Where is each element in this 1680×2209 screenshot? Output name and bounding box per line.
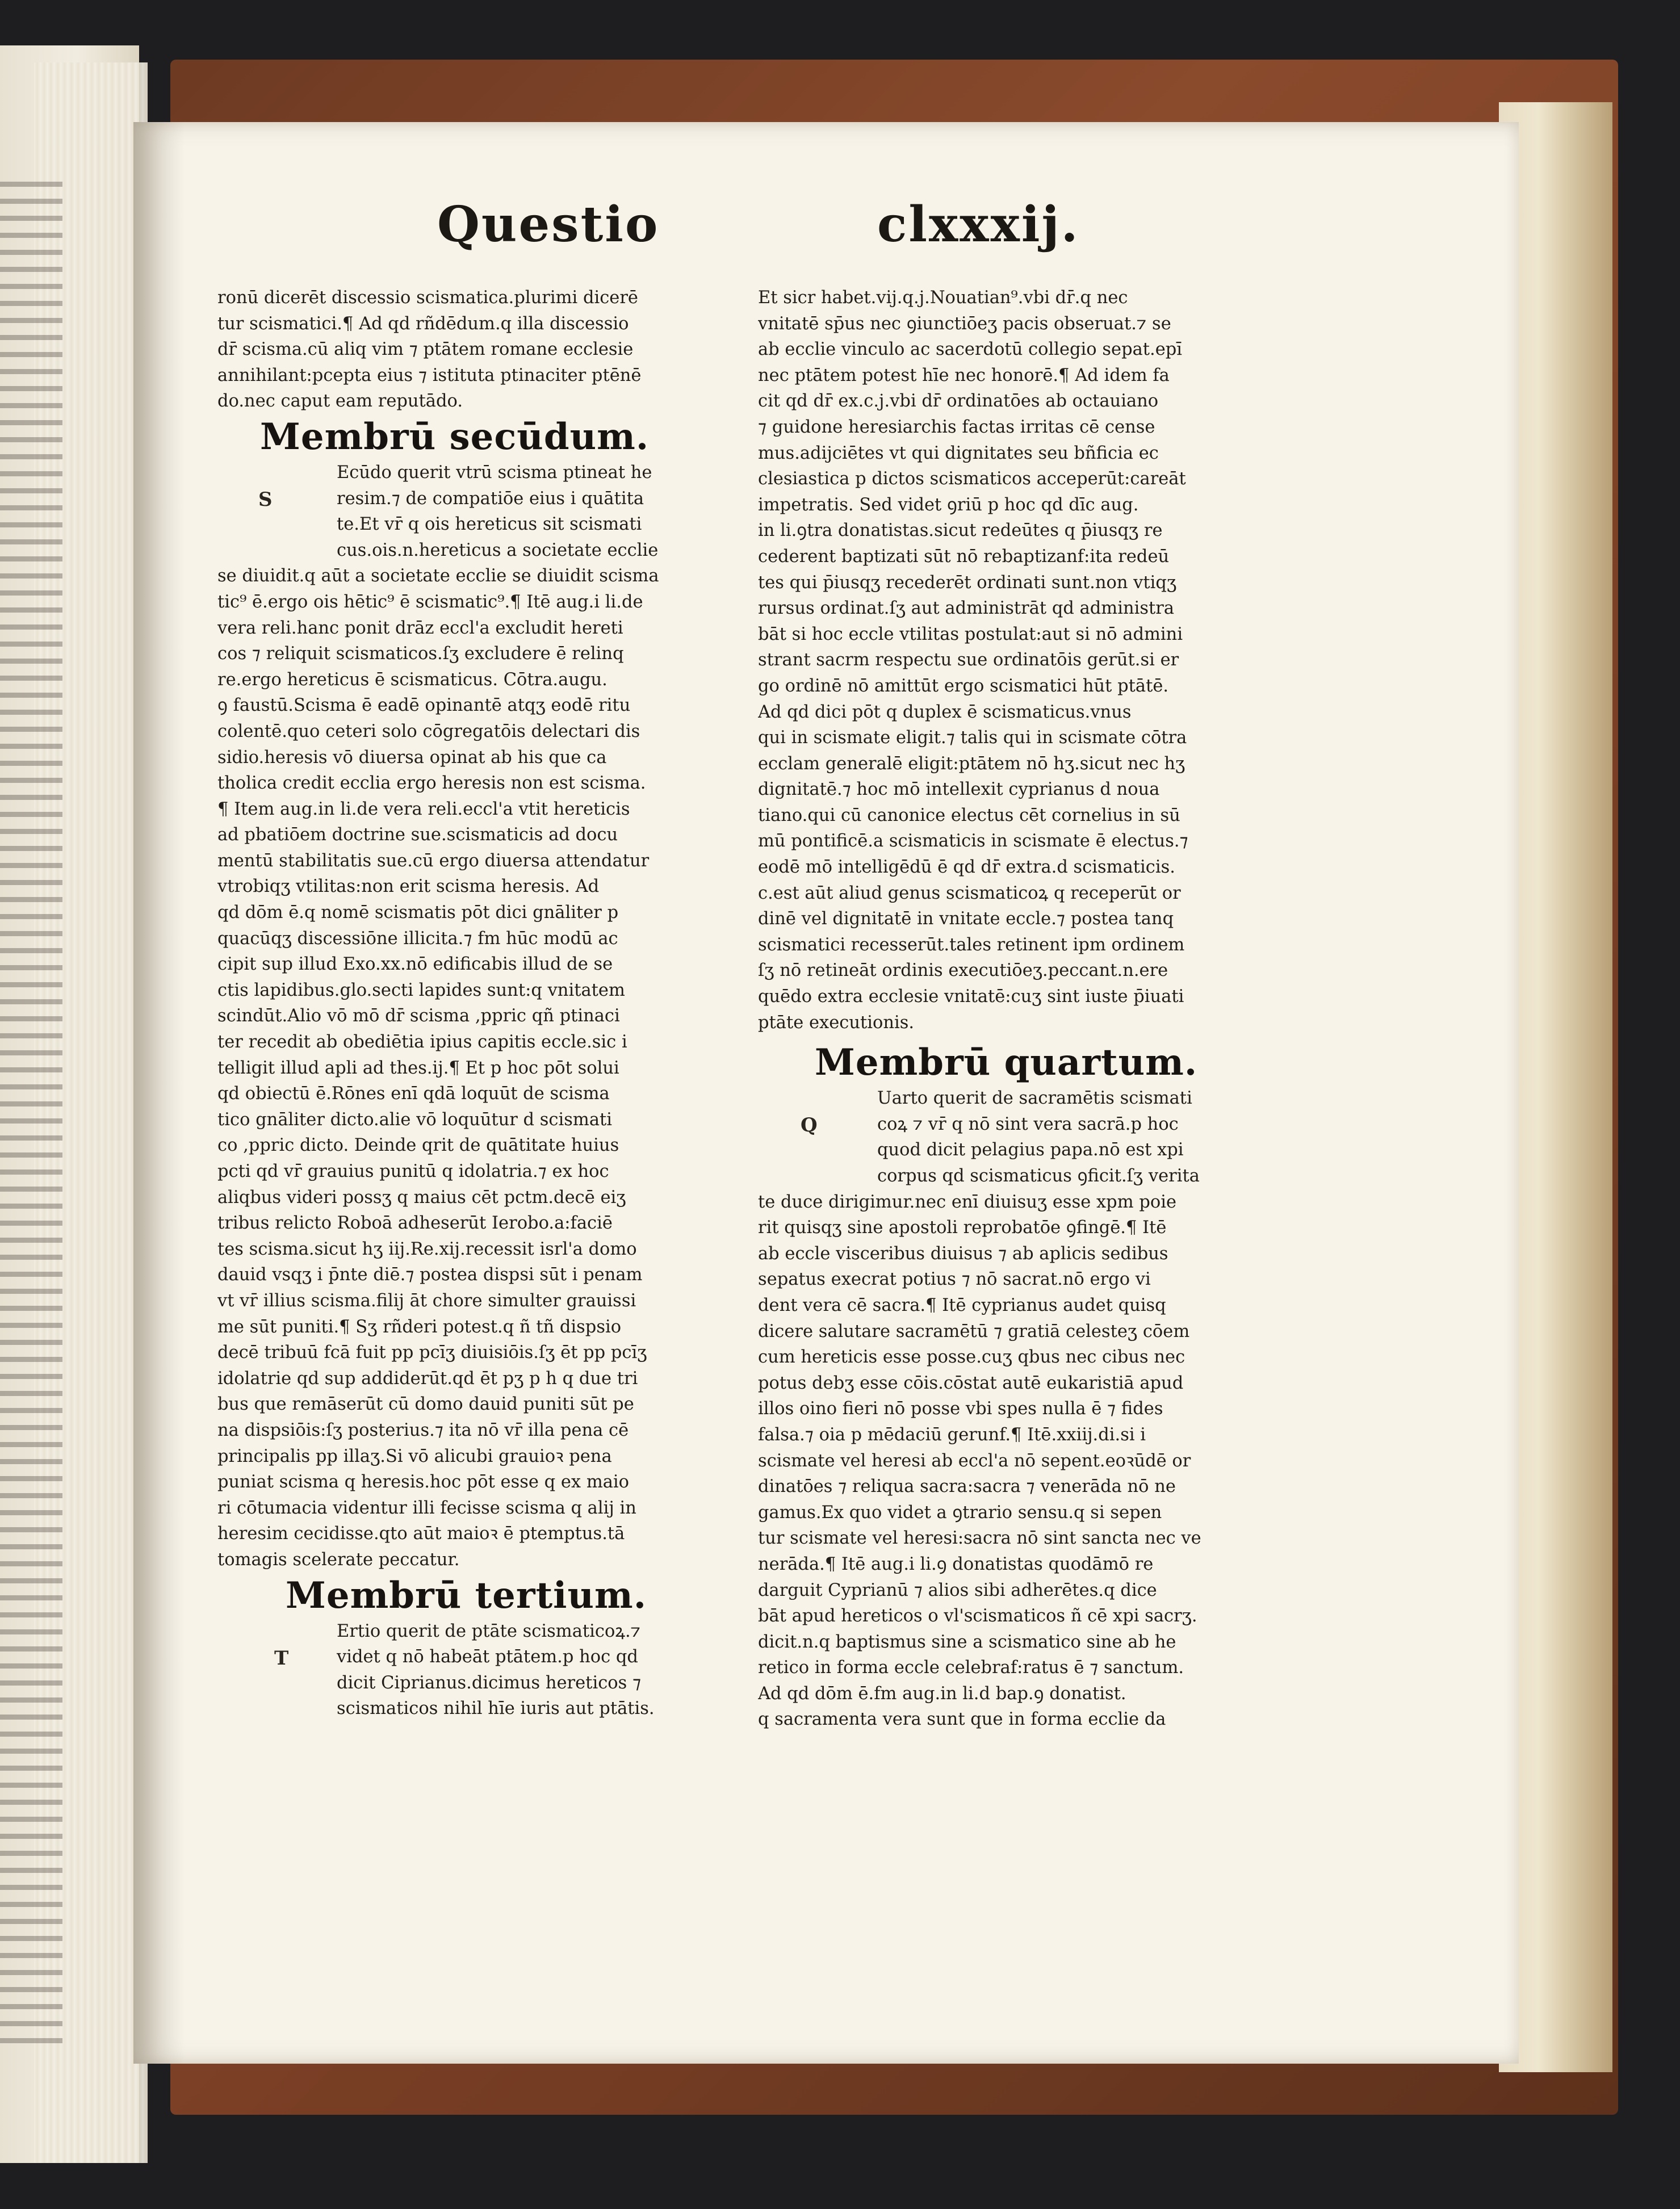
text-line: scismatici recesserūt.tales retinent ipm ordinem xyxy=(758,934,1185,955)
running-head-folio: clxxxij. xyxy=(877,196,1080,253)
text-line: se diuidit.q aūt a societate ecclie se diuidit scisma xyxy=(217,566,659,586)
text-line: in li.ꝯtra donatistas.sicut redeūtes q p̄iusqʒ re xyxy=(758,521,1163,541)
text-line: Ad qd dici pōt q duplex ē scismaticus.vnus xyxy=(758,702,1132,722)
text-line: impetratis. Sed videt ꝯriū p hoc qd dīc aug. xyxy=(758,494,1139,515)
text-line: tomagis scelerate peccatur. xyxy=(217,1549,460,1570)
text-line: ecclam generalē eligit:ptātem nō hʒ.sicut nec hʒ xyxy=(758,753,1185,774)
text-line: Ertio querit de ptāte scismaticoꝝ.⁊ xyxy=(337,1621,641,1641)
text-line: quod dicit pelagius papa.nō est xpi xyxy=(877,1140,1184,1160)
text-line: cos ⁊ reliquit scismaticos.ſʒ excludere ē relinq xyxy=(217,644,624,664)
text-line: dent vera cē sacra.¶ Itē cyprianus audet quisq xyxy=(758,1295,1166,1315)
text-line: qd obiectū ē.Rōnes enī qdā loquūt de scisma xyxy=(217,1084,610,1104)
text-line: strant sacrm respectu sue ordinatōis gerūt.si er xyxy=(758,650,1179,670)
text-line: dicere salutare sacramētū ⁊ gratiā celesteʒ cōem xyxy=(758,1321,1190,1342)
text-line: coꝝ ⁊ vr̄ q nō sint vera sacrā.p hoc xyxy=(877,1114,1179,1134)
text-line: annihilant:pcepta eius ⁊ istituta ptinaciter ptēnē xyxy=(217,365,642,385)
text-line: qui in scismate eligit.⁊ talis qui in scismate cōtra xyxy=(758,728,1187,748)
text-line: re.ergo hereticus ē scismaticus. Cōtra.augu. xyxy=(217,669,608,690)
text-line: idolatrie qd sup addiderūt.qd ēt pʒ p h q due tri xyxy=(217,1368,638,1389)
text-line: decē tribuū fcā fuit pp pcīʒ diuisiōis.ſʒ ēt pp pcīʒ xyxy=(217,1343,647,1363)
text-line: co ,ppric dicto. Deinde qrit de quātitate huius xyxy=(217,1135,619,1156)
text-line: quacūqʒ discessiōne illicita.⁊ fm hūc modū ac xyxy=(217,928,618,949)
left-column xyxy=(217,285,728,1722)
text-line: ab eccle visceribus diuisus ⁊ ab aplicis sedibus xyxy=(758,1243,1168,1264)
text-line: dinē vel dignitatē in vnitate eccle.⁊ postea tanq xyxy=(758,909,1174,929)
text-line: te duce dirigimur.nec enī diuisuʒ esse xpm poie xyxy=(758,1192,1177,1212)
text-line: falsa.⁊ oia p mēdaciū gerunf.¶ Itē.xxiij.di.si i xyxy=(758,1424,1146,1445)
quartum-paragraph xyxy=(758,1085,1266,1733)
text-line: eodē mō intelligēdū ē qd dr̄ extra.d scismaticis. xyxy=(758,857,1175,878)
text-line: darguit Cyprianū ⁊ alios sibi adherētes.q dice xyxy=(758,1580,1157,1600)
text-line: ¶ Item aug.in li.de vera reli.eccl'a vtit hereticis xyxy=(217,799,630,819)
heading-membrum-quartum: Membrū quartum. xyxy=(815,1041,1198,1084)
text-line: tico gnāliter dicto.alie vō loquūtur d scismati xyxy=(217,1109,613,1130)
text-line: tic⁹ ē.ergo ois hētic⁹ ē scismatic⁹.¶ Itē aug.i li.de xyxy=(217,592,643,612)
text-line: c.est aūt aliud genus scismaticoꝝ q receperūt or xyxy=(758,883,1181,903)
text-line: Ecūdo querit vtrū scisma ptineat he xyxy=(337,462,652,483)
text-line: dr̄ scisma.cū aliq vim ⁊ ptātem romane ecclesie xyxy=(217,339,634,360)
text-line: ſʒ nō retineāt ordinis executiōeʒ.peccant.n.ere xyxy=(758,961,1168,981)
text-line: cipit sup illud Exo.xx.nō edificabis illud de se xyxy=(217,954,613,975)
text-line: dicit Ciprianus.dicimus hereticos ⁊ xyxy=(337,1673,642,1693)
heading-membrum-secundum: Membrū secūdum. xyxy=(260,415,650,458)
text-line: dauid vsqʒ i p̄nte diē.⁊ postea dispsi sūt i penam xyxy=(217,1265,643,1285)
text-line: na dispsiōis:ſʒ posterius.⁊ ita nō vr̄ illa pena cē xyxy=(217,1420,629,1440)
facing-page-text-hint xyxy=(0,182,62,2055)
text-line: dinatōes ⁊ reliqua sacra:sacra ⁊ venerāda nō ne xyxy=(758,1477,1176,1497)
text-line: sepatus execrat potius ⁊ nō sacrat.nō ergo vi xyxy=(758,1269,1151,1290)
text-line: Uarto querit de sacramētis scismati xyxy=(877,1088,1192,1109)
tertium-paragraph xyxy=(217,1619,728,1722)
text-line: cit qd dr̄ ex.c.j.vbi dr̄ ordinatōes ab octauiano xyxy=(758,391,1159,412)
text-line: ptāte executionis. xyxy=(758,1012,915,1033)
text-line: rit quisqʒ sine apostoli reprobatōe ꝯfingē.¶ Itē xyxy=(758,1218,1167,1238)
text-line: clesiastica p dictos scismaticos acceperūt:careāt xyxy=(758,469,1186,489)
text-line: mentū stabilitatis sue.cū ergo diuersa attendatur xyxy=(217,850,650,871)
text-line: corpus qd scismaticus ꝯficit.ſʒ verita xyxy=(877,1166,1200,1186)
text-line: scindūt.Alio vō mō dr̄ scisma ,ppric qñ ptinaci xyxy=(217,1006,620,1026)
text-line: principalis pp illaʒ.Si vō alicubi grauioꝛ pena xyxy=(217,1446,612,1466)
text-line: heresim cecidisse.qto aūt maioꝛ ē ptemptus.tā xyxy=(217,1524,625,1544)
page-gutter-shadow xyxy=(133,122,185,2064)
text-line: tribus relicto Roboā adheserūt Ierobo.a:faciē xyxy=(217,1213,613,1234)
running-head-questio: Questio xyxy=(437,196,660,253)
text-line: q sacramenta vera sunt que in forma ecclie da xyxy=(758,1709,1166,1730)
text-line: cum hereticis esse posse.cuʒ qbus nec cibus nec xyxy=(758,1347,1185,1368)
text-line: nec ptātem potest hīe nec honorē.¶ Ad idem fa xyxy=(758,365,1170,385)
heading-membrum-tertium: Membrū tertium. xyxy=(286,1574,647,1617)
text-line: tiano.qui cū canonice electus cēt cornelius in sū xyxy=(758,805,1180,825)
text-line: telligit illud apli ad thes.ij.¶ Et p hoc pōt solui xyxy=(217,1058,619,1078)
text-line: bāt si hoc eccle vtilitas postulat:aut si nō admini xyxy=(758,624,1183,644)
text-line: resim.⁊ de compatiōe eius i quātita xyxy=(337,488,644,509)
text-line: vera reli.hanc ponit drāz eccl'a excludit hereti xyxy=(217,618,623,638)
intro-paragraph xyxy=(217,285,728,414)
right-column xyxy=(758,285,1266,1733)
text-line: ter recedit ab obediētia ipius capitis eccle.sic i xyxy=(217,1032,627,1053)
text-line: ctis lapidibus.glo.secti lapides sunt:q vnitatem xyxy=(217,980,625,1000)
text-line: retico in forma eccle celebraf:ratus ē ⁊ sanctum. xyxy=(758,1658,1184,1678)
text-line: do.nec caput eam reputādo. xyxy=(217,391,463,412)
text-line: ronū dicerēt discessio scismatica.plurimi dicerē xyxy=(217,288,638,308)
text-line: pcti qd vr̄ grauius punitū q idolatria.⁊ ex hoc xyxy=(217,1162,609,1181)
guide-letter: T xyxy=(274,1646,289,1670)
text-line: nerāda.¶ Itē aug.i li.ꝯ donatistas quodāmō re xyxy=(758,1554,1154,1574)
text-line: ri cōtumacia videntur illi fecisse scisma q alij in xyxy=(217,1498,636,1518)
text-line: te.Et vr̄ q ois hereticus sit scismati xyxy=(337,514,642,535)
text-line: dignitatē.⁊ hoc mō intellexit cyprianus d noua xyxy=(758,779,1160,800)
text-line: aliqbus videri possʒ q maius cēt pctm.decē eiʒ xyxy=(217,1187,626,1208)
text-line: tes scisma.sicut hʒ iij.Re.xij.recessit isrl'a domo xyxy=(217,1239,637,1259)
text-line: illos oino fieri nō posse vbi spes nulla ē ⁊ fides xyxy=(758,1399,1163,1419)
text-line: puniat scisma q heresis.hoc pōt esse q ex maio xyxy=(217,1472,630,1493)
text-line: dicit.n.q baptismus sine a scismatico sine ab he xyxy=(758,1632,1176,1652)
text-line: Et sicr habet.vij.q.j.Nouatian⁹.vbi dr̄.q nec xyxy=(758,288,1128,308)
text-line: sidio.heresis vō diuersa opinat ab his que ca xyxy=(217,747,607,768)
text-line: cederent baptizati sūt nō rebaptizanf:ita redeū xyxy=(758,546,1170,567)
guide-letter: S xyxy=(258,488,273,511)
text-line: rursus ordinat.ſʒ aut administrāt qd administra xyxy=(758,598,1175,619)
text-line: go ordinē nō amittūt ergo scismatici hūt ptātē. xyxy=(758,676,1169,696)
text-line: ⁊ guidone heresiarchis factas irritas cē cense xyxy=(758,417,1155,437)
text-line: scismate vel heresi ab eccl'a nō sepent.eoꝛūdē or xyxy=(758,1451,1191,1471)
text-line: bus que remāserūt cū domo dauid puniti sūt pe xyxy=(217,1394,634,1415)
text-line: tur scismatici.¶ Ad qd rñdēdum.q illa discessio xyxy=(217,313,629,334)
text-line: mus.adijciētes vt qui dignitates seu bñficia ec xyxy=(758,443,1159,463)
text-line: mū pontificē.a scismaticis in scismate ē electus.⁊ xyxy=(758,831,1188,852)
text-line: me sūt puniti.¶ Sʒ rñderi potest.q ñ tñ dispsio xyxy=(217,1317,622,1337)
text-line: quēdo extra ecclesie vnitatē:cuʒ sint iuste p̄iuati xyxy=(758,987,1184,1007)
text-line: tholica credit ecclia ergo heresis non est scisma. xyxy=(217,773,646,794)
text-line: Ad qd dōm ē.fm aug.in li.d bap.ꝯ donatist. xyxy=(758,1683,1126,1704)
text-line: ad pbatiōem doctrine sue.scismaticis ad docu xyxy=(217,825,618,845)
text-line: tur scismate vel heresi:sacra nō sint sancta nec ve xyxy=(758,1528,1201,1549)
text-line: vtrobiqʒ vtilitas:non erit scisma heresis. Ad xyxy=(217,877,600,897)
secundum-paragraph xyxy=(217,460,728,1573)
text-line: videt q nō habeāt ptātem.p hoc qd xyxy=(337,1647,638,1667)
text-line: vt vr̄ illius scisma.filij āt chore simulter grauissi xyxy=(217,1290,636,1311)
tertium-continuation xyxy=(758,285,1266,1036)
text-line: qd dōm ē.q nomē scismatis pōt dici gnāliter p xyxy=(217,903,619,923)
text-line: cus.ois.n.hereticus a societate ecclie xyxy=(337,540,659,560)
text-line: tes qui p̄iusqʒ recederēt ordinati sunt.non vtiqʒ xyxy=(758,572,1177,593)
text-line: colentē.quo ceteri solo cōgregatōis delectari dis xyxy=(217,721,640,741)
text-line: potus debʒ esse cōis.cōstat autē eukaristiā apud xyxy=(758,1373,1184,1393)
text-line: ab ecclie vinculo ac sacerdotū collegio sepat.epī xyxy=(758,339,1183,360)
text-line: ꝯ faustū.Scisma ē eadē opinantē atqʒ eodē ritu xyxy=(217,695,631,716)
text-line: gamus.Ex quo videt a ꝯtrario sensu.q si sepen xyxy=(758,1502,1162,1523)
guide-letter: Q xyxy=(801,1114,818,1137)
text-line: bāt apud hereticos o vl'scismaticos ñ cē xpi sacrʒ. xyxy=(758,1606,1197,1627)
text-line: scismaticos nihil hīe iuris aut ptātis. xyxy=(337,1699,655,1719)
text-line: vnitatē sp̄us nec ꝯiunctiōeʒ pacis obseruat.⁊ se xyxy=(758,313,1171,334)
